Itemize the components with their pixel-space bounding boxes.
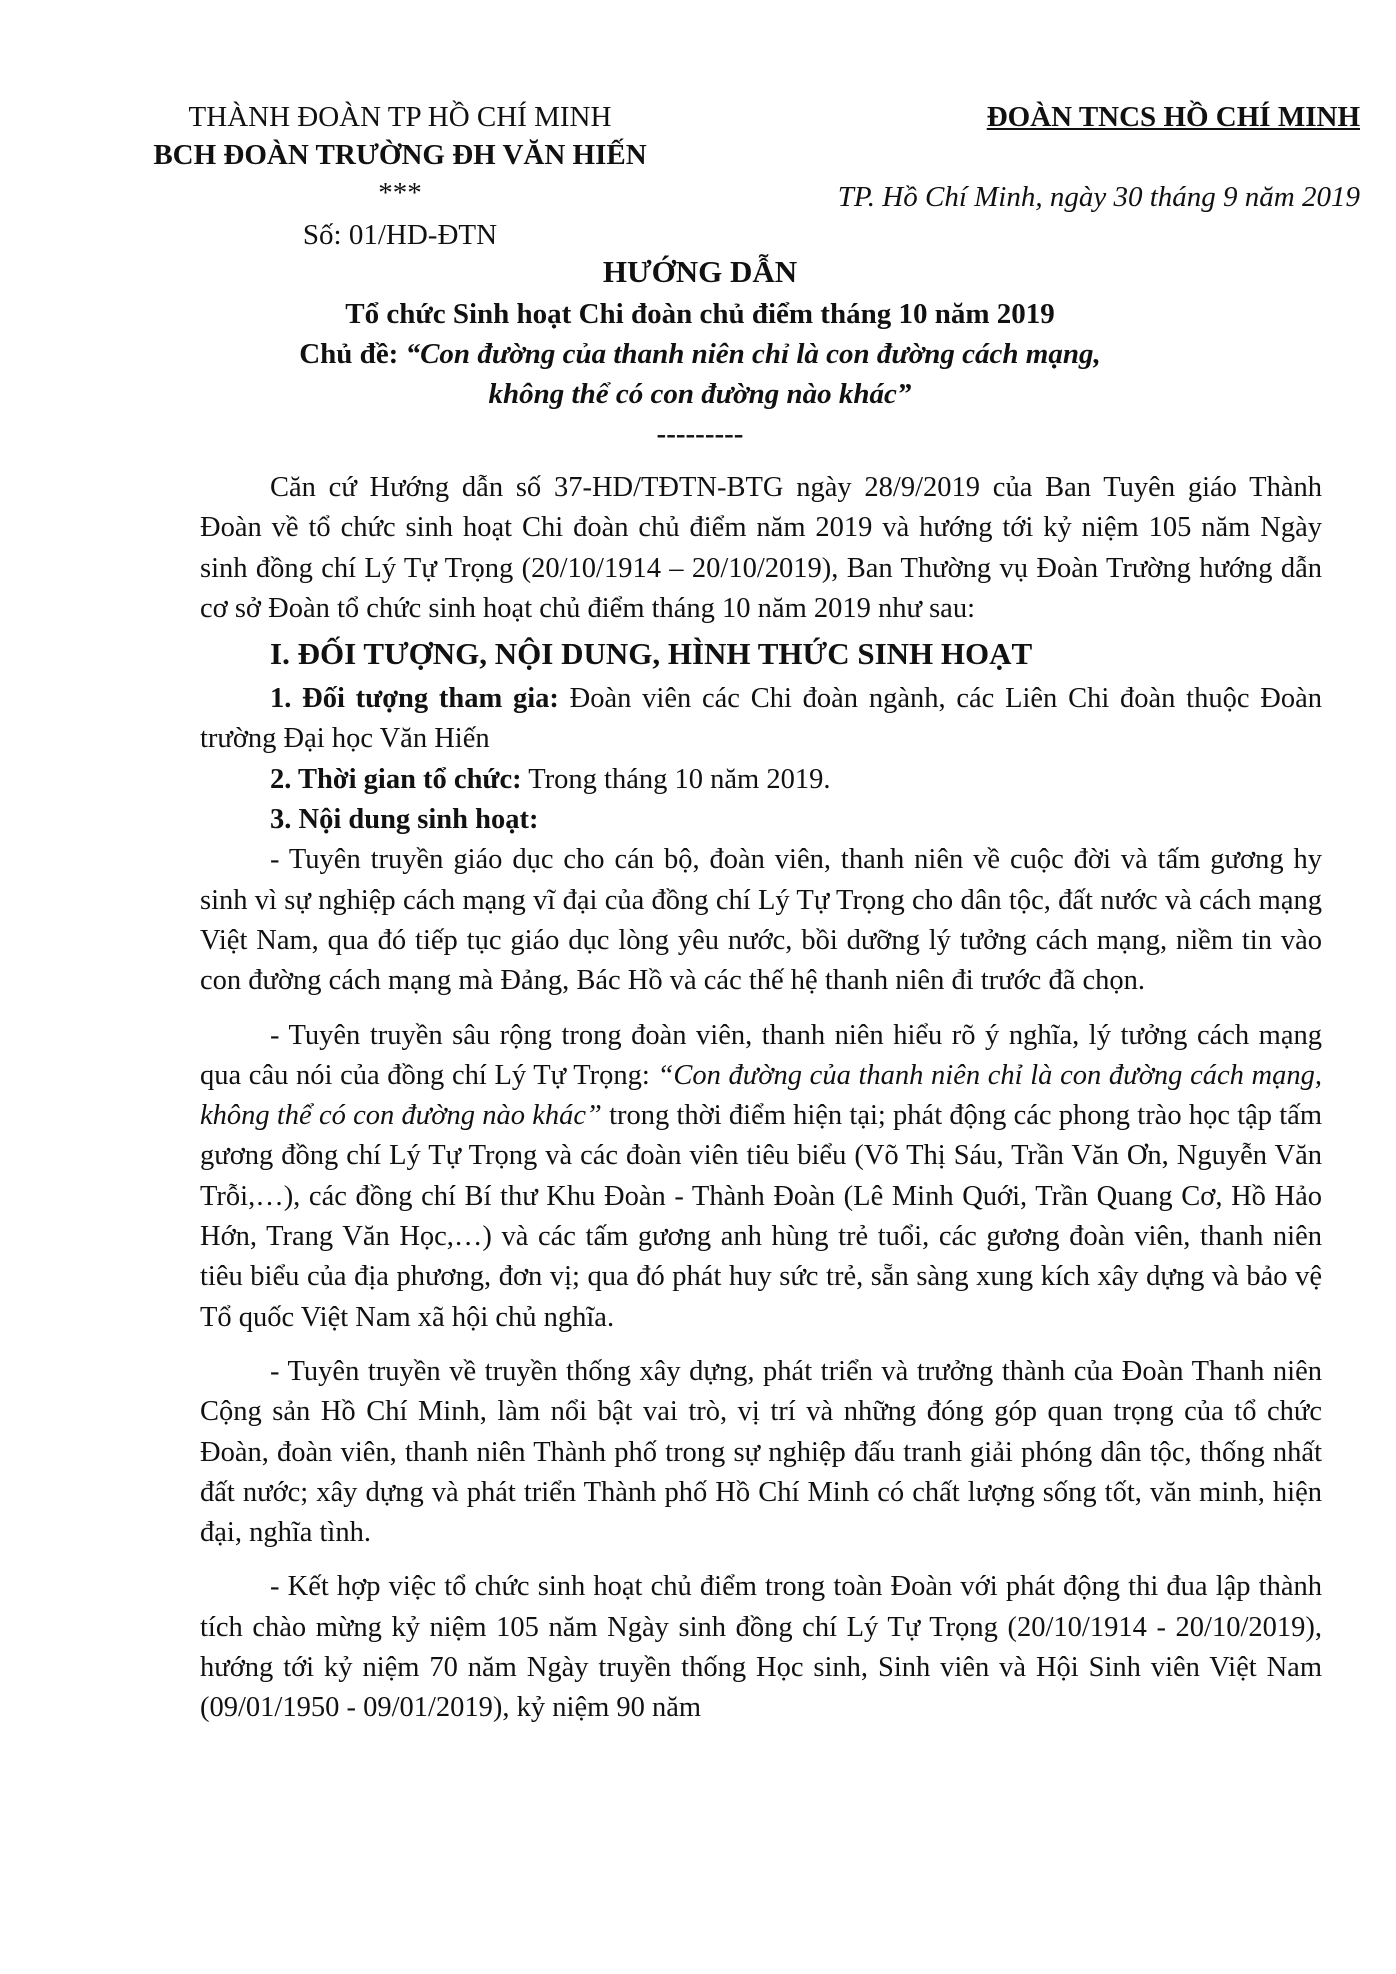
item-participants (200, 679, 1322, 760)
issuer-block (120, 98, 680, 254)
document-body (200, 468, 1322, 1729)
content-paragraph-2-lead: - Tuyên truyền sâu rộng trong đoàn viên, thanh niên hiểu rõ ý nghĩa, lý tưởng cách mạng qua câu nói của đồng chí Lý Tự Trọng: (200, 1019, 1322, 1091)
theme-label: Chủ đề: (299, 338, 406, 370)
document-number: Số: 01/HD-ĐTN (302, 219, 498, 251)
issuer-name: BCH ĐOÀN TRƯỜNG ĐH VĂN HIẾN (153, 139, 647, 171)
title-divider: --------- (656, 418, 744, 450)
theme-line-2: không thể có con đường nào khác” (488, 378, 912, 410)
content-paragraph-2-rest: trong thời điểm hiện tại; phát động các phong trào học tập tấm gương đồng chí Lý Tự Trọng và các đoàn viên tiêu biểu (Võ Thị Sáu, Trần Văn Ơn, Nguyễn Văn Trỗi,…), các đồng chí Bí thư Khu Đoàn - Thành Đoàn (Lê Minh Quới, Trần Quang Cơ, Hồ Hảo Hớn, Trang Văn Học,…) và các tấm gương anh hùng trẻ tuổi, các gương đoàn viên, thanh niên tiêu biểu của địa phương, đơn vị; qua đó phát huy sức trẻ, sẵn sàng xung kích xây dựng và bảo vệ Tổ quốc Việt Nam xã hội chủ nghĩa. (200, 1100, 1323, 1333)
intro-paragraph: Căn cứ Hướng dẫn số 37-HD/TĐTN-BTG ngày 28/9/2019 của Ban Tuyên giáo Thành Đoàn về tổ chức sinh hoạt Chi đoàn chủ điểm năm 2019 và hướng tới kỷ niệm 105 năm Ngày sinh đồng chí Lý Tự Trọng (20/10/1914 – 20/10/2019), Ban Thường vụ Đoàn Trường hướng dẫn cơ sở Đoàn tổ chức sinh hoạt chủ điểm tháng 10 năm 2019 như sau: (200, 472, 1322, 624)
content-paragraph-4: - Kết hợp việc tổ chức sinh hoạt chủ điểm trong toàn Đoàn với phát động thi đua lập thành tích chào mừng kỷ niệm 105 năm Ngày sinh đồng chí Lý Tự Trọng (20/10/1914 - 20/10/2019), hướng tới kỷ niệm 70 năm Ngày truyền thống Học sinh, Sinh viên và Hội Sinh viên Việt Nam (09/01/1950 - 09/01/2019), kỷ niệm 90 năm (200, 1571, 1322, 1724)
content-paragraph-1: - Tuyên truyền giáo dục cho cán bộ, đoàn viên, thanh niên về cuộc đời và tấm gương hy sinh vì sự nghiệp cách mạng vĩ đại của đồng chí Lý Tự Trọng cho dân tộc, đất nước và cách mạng Việt Nam, qua đó tiếp tục giáo dục lòng yêu nước, bồi dưỡng lý tưởng cách mạng, niềm tin vào con đường cách mạng mà Đảng, Bác Hồ và các thế hệ thanh niên đi trước đã chọn. (200, 844, 1322, 997)
org-date-block (760, 98, 1360, 216)
document-subtitle: Tổ chức Sinh hoạt Chi đoàn chủ điểm tháng 10 năm 2019 (345, 298, 1055, 330)
document-date: TP. Hồ Chí Minh, ngày 30 tháng 9 năm 2019 (837, 181, 1360, 213)
title-block (200, 250, 1200, 454)
section-heading-1: I. ĐỐI TƯỢNG, NỘI DUNG, HÌNH THỨC SINH HOẠT (270, 636, 1033, 672)
content-paragraph-3: - Tuyên truyền về truyền thống xây dựng, phát triển và trưởng thành của Đoàn Thanh niên Cộng sản Hồ Chí Minh, làm nổi bật vai trò, vị trí và những đóng góp quan trọng của tổ chức Đoàn, đoàn viên, thanh niên Thành phố trong sự nghiệp đấu tranh giải phóng dân tộc, thống nhất đất nước; xây dựng và phát triển Thành phố Hồ Chí Minh có chất lượng sống tốt, văn minh, hiện đại, nghĩa tình. (200, 1355, 1322, 1549)
issuer-stars: *** (378, 177, 422, 209)
item-participants-text: Đoàn viên các Chi đoàn ngành, các Liên Chi đoàn thuộc Đoàn trường Đại học Văn Hiến (200, 683, 1322, 755)
item-time (200, 760, 1322, 800)
item-time-label: 2. Thời gian tổ chức: (270, 763, 522, 795)
document-title: HƯỚNG DẪN (602, 254, 798, 289)
item-participants-label: 1. Đối tượng tham gia: (270, 683, 559, 715)
organization-name: ĐOÀN TNCS HỒ CHÍ MINH (986, 101, 1360, 133)
content-paragraph-2 (200, 1016, 1322, 1338)
theme-line-1 (200, 334, 1200, 374)
content-paragraph-2-quote: “Con đường của thanh niên chỉ là con đường cách mạng, không thể có con đường nào khác” (200, 1059, 1322, 1132)
item-content-label: 3. Nội dung sinh hoạt: (270, 804, 539, 836)
issuer-parent: THÀNH ĐOÀN TP HỒ CHÍ MINH (188, 101, 612, 133)
item-time-text: Trong tháng 10 năm 2019. (521, 763, 831, 795)
theme-quote-1: “Con đường của thanh niên chỉ là con đường cách mạng, (405, 338, 1101, 370)
